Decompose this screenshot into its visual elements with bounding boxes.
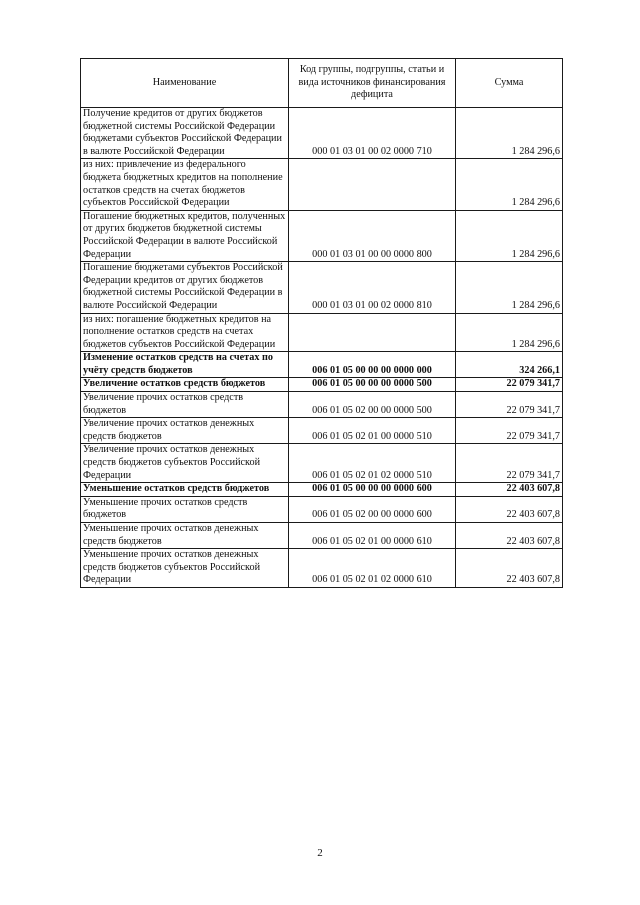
- row-sum-cell: 1 284 296,6: [456, 108, 563, 159]
- budget-sources-table: [80, 58, 563, 588]
- row-name-cell: Увеличение прочих остатков денежных средств бюджетов: [81, 418, 289, 444]
- table-row: [81, 549, 563, 588]
- row-name-cell: Изменение остатков средств на счетах по учёту средств бюджетов: [81, 352, 289, 378]
- table-row: [81, 159, 563, 210]
- row-code-cell: 000 01 03 01 00 00 0000 800: [289, 210, 456, 261]
- row-code-cell: 006 01 05 02 01 00 0000 510: [289, 418, 456, 444]
- table-row: [81, 444, 563, 483]
- row-sum-cell: 22 403 607,8: [456, 483, 563, 497]
- row-code-cell: 006 01 05 00 00 00 0000 000: [289, 352, 456, 378]
- table-row: [81, 523, 563, 549]
- row-sum-cell: 1 284 296,6: [456, 313, 563, 352]
- row-sum-cell: 1 284 296,6: [456, 159, 563, 210]
- row-name-cell: Получение кредитов от других бюджетов бюджетной системы Российской Федерации бюджетами субъектов Российской Федерации в валюте Российской Федерации: [81, 108, 289, 159]
- table-row: [81, 210, 563, 261]
- row-code-cell: 006 01 05 00 00 00 0000 600: [289, 483, 456, 497]
- header-sum: Сумма: [456, 59, 563, 108]
- row-code-cell: 006 01 05 02 01 00 0000 610: [289, 523, 456, 549]
- table-row: [81, 418, 563, 444]
- table-row: [81, 496, 563, 522]
- table-row: [81, 262, 563, 313]
- row-name-cell: из них: погашение бюджетных кредитов на пополнение остатков средств на счетах бюджетов субъектов Российской Федерации: [81, 313, 289, 352]
- row-code-cell: [289, 159, 456, 210]
- row-name-cell: Уменьшение прочих остатков денежных средств бюджетов: [81, 523, 289, 549]
- row-name-cell: из них: привлечение из федерального бюджета бюджетных кредитов на пополнение остатков средств на счетах бюджетов субъектов Российской Федерации: [81, 159, 289, 210]
- row-sum-cell: 22 403 607,8: [456, 523, 563, 549]
- table-body: [81, 108, 563, 588]
- header-code: Код группы, подгруппы, статьи и вида источников финансирования дефицита: [289, 59, 456, 108]
- row-code-cell: [289, 313, 456, 352]
- row-code-cell: 006 01 05 02 01 02 0000 610: [289, 549, 456, 588]
- row-sum-cell: 1 284 296,6: [456, 210, 563, 261]
- row-name-cell: Погашение бюджетных кредитов, полученных от других бюджетов бюджетной системы Российской Федерации в валюте Российской Федерации: [81, 210, 289, 261]
- table-row: [81, 313, 563, 352]
- row-code-cell: 006 01 05 00 00 00 0000 500: [289, 378, 456, 392]
- row-code-cell: 006 01 05 02 01 02 0000 510: [289, 444, 456, 483]
- table-row: [81, 352, 563, 378]
- page-number: 2: [317, 847, 323, 859]
- row-name-cell: Увеличение остатков средств бюджетов: [81, 378, 289, 392]
- row-code-cell: 006 01 05 02 00 00 0000 600: [289, 496, 456, 522]
- row-name-cell: Увеличение прочих остатков денежных средств бюджетов субъектов Российской Федерации: [81, 444, 289, 483]
- row-name-cell: Уменьшение остатков средств бюджетов: [81, 483, 289, 497]
- header-name: Наименование: [81, 59, 289, 108]
- row-sum-cell: 1 284 296,6: [456, 262, 563, 313]
- row-sum-cell: 22 403 607,8: [456, 549, 563, 588]
- table-header-row: [81, 59, 563, 108]
- row-sum-cell: 22 079 341,7: [456, 444, 563, 483]
- row-name-cell: Увеличение прочих остатков средств бюджетов: [81, 392, 289, 418]
- table-row: [81, 392, 563, 418]
- row-sum-cell: 22 079 341,7: [456, 392, 563, 418]
- table-row: [81, 483, 563, 497]
- table-row: [81, 378, 563, 392]
- row-sum-cell: 22 079 341,7: [456, 378, 563, 392]
- row-sum-cell: 22 079 341,7: [456, 418, 563, 444]
- row-sum-cell: 22 403 607,8: [456, 496, 563, 522]
- row-name-cell: Погашение бюджетами субъектов Российской Федерации кредитов от других бюджетов бюджетной системы Российской Федерации в валюте Российской Федерации: [81, 262, 289, 313]
- table-row: [81, 108, 563, 159]
- row-code-cell: 000 01 03 01 00 02 0000 710: [289, 108, 456, 159]
- row-code-cell: 000 01 03 01 00 02 0000 810: [289, 262, 456, 313]
- row-name-cell: Уменьшение прочих остатков денежных средств бюджетов субъектов Российской Федерации: [81, 549, 289, 588]
- row-name-cell: Уменьшение прочих остатков средств бюджетов: [81, 496, 289, 522]
- row-code-cell: 006 01 05 02 00 00 0000 500: [289, 392, 456, 418]
- row-sum-cell: 324 266,1: [456, 352, 563, 378]
